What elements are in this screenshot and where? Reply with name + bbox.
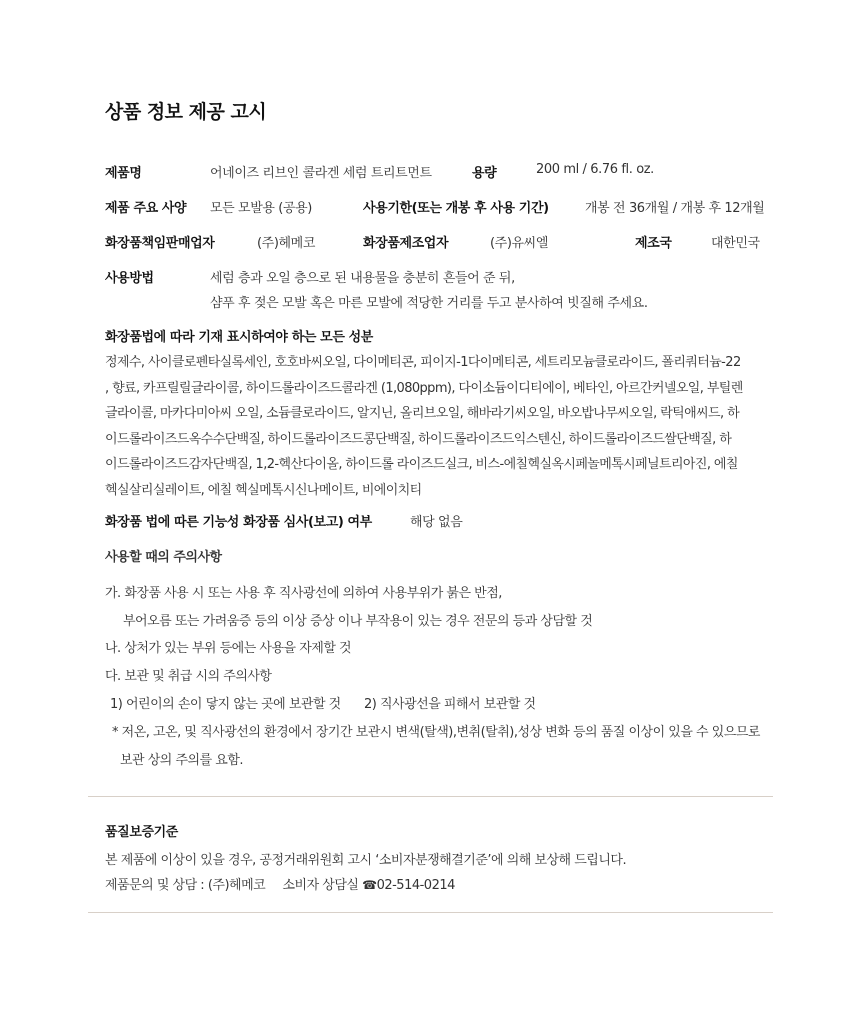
telephone-icon: ☎ (362, 878, 377, 892)
functional-label: 화장품 법에 따른 기능성 화장품 심사(보고) 여부 (105, 515, 372, 530)
ingredients-line: 이드롤라이즈드옥수수단백질, 하이드롤라이즈드콩단백질, 하이드롤라이즈드익스텐신, 하이드롤라이즈드쌀단백질, 하 (105, 431, 732, 447)
ingredients-list (105, 350, 765, 503)
product-name-value: 어네이즈 리브인 콜라겐 세럼 트리트먼트 (210, 166, 432, 181)
spec-label: 제품 주요 사양 (105, 201, 187, 216)
caution-note-line-1: * 저온, 고온, 및 직사광선의 환경에서 장기간 보관시 변색(탈색),변취(탈취),성상 변화 등의 품질 이상이 있을 수 있으므로 (112, 725, 760, 740)
spec-value: 모든 모발용 (공용) (210, 201, 312, 216)
ingredients-line: 이드롤라이즈드감자단백질, 1,2-헥산다이올, 하이드롤 라이즈드실크, 비스-에칠헥실옥시페놀메톡시페닐트리아진, 에칠 (105, 457, 738, 472)
ingredients-line: 정제수, 사이클로펜타실록세인, 호호바씨오일, 다이메티콘, 피이지-1다이메티콘, 세트리모늄클로라이드, 폴리쿼터늄-22 (105, 355, 741, 370)
caution-b: 나. 상처가 있는 부위 등에는 사용을 자제할 것 (105, 641, 352, 656)
ingredients-line: 글라이콜, 마카다미아씨 오일, 소듐클로라이드, 알지닌, 올리브오일, 해바라기씨오일, 바오밥나무씨오일, 락틱애씨드, 하 (105, 406, 740, 421)
quality-contact (105, 874, 455, 893)
contact-center-label: 소비자 상담실 (282, 878, 359, 893)
ingredients-line: 헥실살리실레이트, 에칠 헥실메톡시신나메이트, 비에이치티 (105, 482, 422, 498)
expiry-label: 사용기한(또는 개봉 후 사용 기간) (363, 201, 549, 216)
caution-c: 다. 보관 및 취급 시의 주의사항 (105, 669, 272, 684)
divider-bottom (88, 912, 773, 913)
quality-heading: 품질보증기준 (105, 825, 178, 840)
functional-value: 해당 없음 (410, 515, 463, 530)
usage-line-2: 샴푸 후 젖은 모발 혹은 마른 모발에 적당한 거리를 두고 분사하여 빗질해 주세요. (210, 296, 648, 311)
caution-note-line-2: 보관 상의 주의를 요함. (120, 753, 244, 768)
usage-label: 사용방법 (105, 271, 154, 286)
divider-top (88, 796, 773, 797)
volume-label: 용량 (472, 166, 497, 181)
contact-phone: 02-514-0214 (376, 878, 455, 893)
seller-label: 화장품책임판매업자 (105, 236, 215, 251)
contact-company: 제품문의 및 상담 : (주)헤메코 (105, 878, 266, 893)
caution-c-item-1: 1) 어린이의 손이 닿지 않는 곳에 보관할 것 (110, 697, 341, 712)
caution-heading: 사용할 때의 주의사항 (105, 550, 222, 565)
usage-line-1: 세럼 층과 오일 층으로 된 내용물을 충분히 흔들어 준 뒤, (210, 271, 515, 286)
page-title: 상품 정보 제공 고시 (105, 101, 267, 123)
ingredients-line: , 향료, 카프릴릴글라이콜, 하이드롤라이즈드콜라겐 (1,080ppm), 다이소듐이디티에이, 베타인, 아르간커넬오일, 부틸렌 (105, 380, 743, 396)
product-name-label: 제품명 (105, 166, 142, 181)
volume-value: 200 ml / 6.76 fl. oz. (536, 162, 654, 177)
caution-c-item-2: 2) 직사광선을 피해서 보관할 것 (364, 697, 536, 712)
country-value: 대한민국 (711, 236, 760, 251)
country-label: 제조국 (635, 236, 672, 251)
caution-a-line-1: 가. 화장품 사용 시 또는 사용 후 직사광선에 의하여 사용부위가 붉은 반점, (105, 586, 502, 601)
ingredients-heading: 화장품법에 따라 기재 표시하여야 하는 모든 성분 (105, 330, 373, 345)
quality-statement: 본 제품에 이상이 있을 경우, 공정거래위원회 고시 ‘소비자분쟁해결기준’에 의해 보상해 드립니다. (105, 853, 627, 868)
expiry-value: 개봉 전 36개월 / 개봉 후 12개월 (585, 201, 765, 216)
seller-value: (주)헤메코 (257, 236, 315, 251)
caution-a-line-2: 부어오름 또는 가려움증 등의 이상 증상 이나 부작용이 있는 경우 전문의 등과 상담할 것 (123, 614, 593, 629)
maker-label: 화장품제조업자 (363, 236, 449, 251)
maker-value: (주)유씨엘 (490, 236, 548, 251)
